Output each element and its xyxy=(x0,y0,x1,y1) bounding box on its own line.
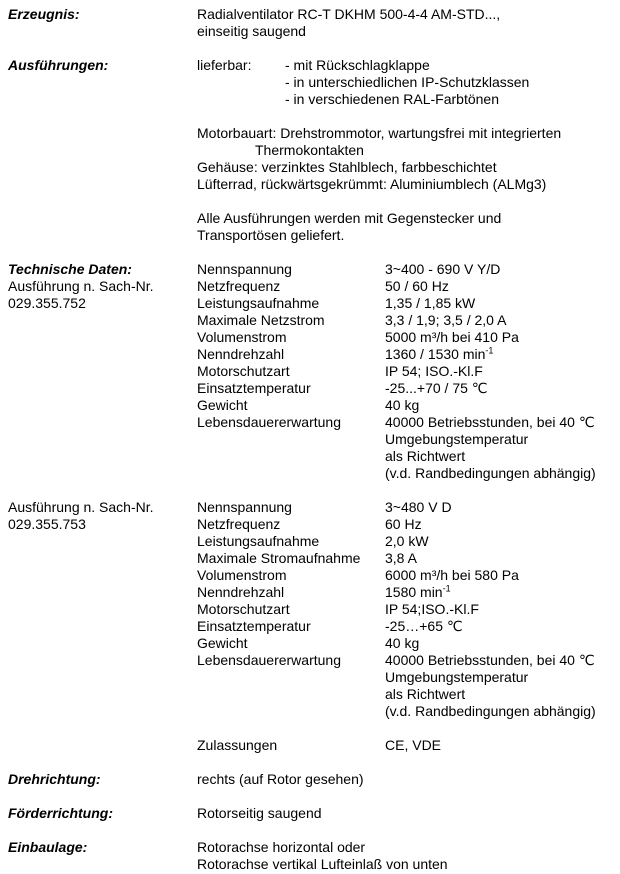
spec-row xyxy=(8,516,620,533)
spec-value: 60 Hz xyxy=(385,516,422,532)
spec-value: 1580 $\min^{-1}$ xyxy=(385,583,451,600)
spacer xyxy=(8,193,620,210)
spec-value: 3,8 A xyxy=(385,550,417,566)
spec-name: Volumenstrom xyxy=(197,329,287,345)
spec-name: Netzfrequenz xyxy=(197,278,281,294)
spec-name: Lebensdauererwartung xyxy=(197,652,341,668)
spacer xyxy=(8,754,620,771)
variant2-ref-number: 029.355.753 xyxy=(8,516,86,532)
spacer xyxy=(8,788,620,805)
spec-name: Nennspannung xyxy=(197,499,292,515)
spec-name: Motorschutzart xyxy=(197,363,290,379)
spec-value: -25…+65 ℃ xyxy=(385,618,463,634)
ausfuehrungen-label: Ausführungen: xyxy=(8,57,109,73)
spec-name: Nennspannung xyxy=(197,261,292,277)
spec-value: 6000 m³/h bei 580 Pa xyxy=(385,567,519,583)
spec-value-continuation: (v.d. Randbedingungen abhängig) xyxy=(385,465,596,481)
spec-row xyxy=(8,533,620,550)
spec-value: 5000 m³/h bei 410 Pa xyxy=(385,329,519,345)
spec-row xyxy=(8,363,620,380)
section-ausfuehrungen xyxy=(8,57,620,74)
spec-row xyxy=(8,601,620,618)
spacer xyxy=(8,40,620,57)
spec-name: Nenndrehzahl xyxy=(197,346,285,362)
zulassungen-row xyxy=(8,737,620,754)
einbaulage-line2: Rotorachse vertikal Lufteinlaß von unten xyxy=(197,856,448,872)
spec-name: Maximale Stromaufnahme xyxy=(197,550,361,566)
delivery-line1: Alle Ausführungen werden mit Gegenstecker und xyxy=(197,210,502,226)
spec-value: 3~480 V D xyxy=(385,499,452,515)
spec-value: 40 kg xyxy=(385,397,420,413)
drehrichtung-value: rechts (auf Rotor gesehen) xyxy=(197,771,364,787)
lieferbar-label: lieferbar: xyxy=(197,57,252,73)
delivery-line2: Transportösen geliefert. xyxy=(197,227,345,243)
spec-value: IP 54; ISO.-Kl.F xyxy=(385,363,483,379)
spec-row xyxy=(8,618,620,635)
spec-row xyxy=(8,414,620,431)
section-erzeugnis xyxy=(8,6,620,23)
luefterrad-line: Lüfterrad, rückwärtsgekrümmt: Aluminiumblech (ALMg3) xyxy=(197,176,547,192)
spec-row xyxy=(8,397,620,414)
motorbauart-line1: Motorbauart: Drehstrommotor, wartungsfrei mit integrierten xyxy=(197,125,562,141)
spec-value-continuation: (v.d. Randbedingungen abhängig) xyxy=(385,703,596,719)
spacer xyxy=(8,108,620,125)
variant2-ref-label: Ausführung n. Sach-Nr. xyxy=(8,499,154,515)
spec-row xyxy=(8,380,620,397)
spec-row xyxy=(8,346,620,363)
foerderrichtung-label: Förderrichtung: xyxy=(8,805,113,821)
gehaeuse-line: Gehäuse: verzinktes Stahlblech, farbbeschichtet xyxy=(197,159,497,175)
spec-row xyxy=(8,584,620,601)
lieferbar-item-1: - mit Rückschlagklappe xyxy=(285,57,430,73)
spec-name: Leistungsaufnahme xyxy=(197,295,320,311)
spacer xyxy=(8,822,620,839)
spec-value: 3~400 - 690 V Y/D xyxy=(385,261,501,277)
superscript-exponent: -1 xyxy=(442,583,451,594)
einbaulage-label: Einbaulage: xyxy=(8,839,88,855)
erzeugnis-label: Erzeugnis: xyxy=(8,6,80,22)
spec-row xyxy=(8,652,620,669)
technische-daten-heading: Technische Daten: xyxy=(8,261,132,277)
variant1-ref-number: 029.355.752 xyxy=(8,295,86,311)
spec-value-continuation: Umgebungstemperatur xyxy=(385,669,529,685)
spacer xyxy=(8,482,620,499)
spec-name: Volumenstrom xyxy=(197,567,287,583)
erzeugnis-line1: Radialventilator RC-T DKHM 500-4-4 AM-STD..., xyxy=(197,6,501,22)
spec-row xyxy=(8,278,620,295)
motorbauart-line2: Thermokontakten xyxy=(255,142,364,158)
spec-value: 40000 Betriebsstunden, bei 40 ℃ xyxy=(385,414,595,430)
spec-value: 50 / 60 Hz xyxy=(385,278,449,294)
spec-value-continuation: als Richtwert xyxy=(385,448,466,464)
einbaulage-line1: Rotorachse horizontal oder xyxy=(197,839,366,855)
spacer xyxy=(8,720,620,737)
spec-row xyxy=(8,312,620,329)
spec-row xyxy=(8,329,620,346)
spec-row xyxy=(8,261,620,278)
erzeugnis-line2: einseitig saugend xyxy=(197,23,306,39)
lieferbar-item-3: - in verschiedenen RAL-Farbtönen xyxy=(285,91,500,107)
spec-row xyxy=(8,635,620,652)
spec-name: Netzfrequenz xyxy=(197,516,281,532)
spec-value: 3,3 / 1,9; 3,5 / 2,0 A xyxy=(385,312,507,328)
spec-row xyxy=(8,499,620,516)
spec-value: 40000 Betriebsstunden, bei 40 ℃ xyxy=(385,652,595,668)
section-einbaulage xyxy=(8,839,620,856)
spec-value-continuation: als Richtwert xyxy=(385,686,466,702)
lieferbar-item-2: - in unterschiedlichen IP-Schutzklassen xyxy=(285,74,530,90)
spec-name: Gewicht xyxy=(197,397,248,413)
spec-name: Einsatztemperatur xyxy=(197,618,311,634)
variant1-ref-label: Ausführung n. Sach-Nr. xyxy=(8,278,154,294)
spec-value: -25...+70 / 75 ℃ xyxy=(385,380,488,396)
zulassungen-name: Zulassungen xyxy=(197,737,278,753)
spec-name: Motorschutzart xyxy=(197,601,290,617)
spec-name: Gewicht xyxy=(197,635,248,651)
foerderrichtung-value: Rotorseitig saugend xyxy=(197,805,322,821)
spec-name: Maximale Netzstrom xyxy=(197,312,325,328)
spec-value-continuation: Umgebungstemperatur xyxy=(385,431,529,447)
spec-value: 1,35 / 1,85 kW xyxy=(385,295,476,311)
section-foerderrichtung xyxy=(8,805,620,822)
spec-name: Einsatztemperatur xyxy=(197,380,311,396)
spec-name: Leistungsaufnahme xyxy=(197,533,320,549)
spec-value: 40 kg xyxy=(385,635,420,651)
spec-name: Nenndrehzahl xyxy=(197,584,285,600)
zulassungen-value: CE, VDE xyxy=(385,737,442,753)
spec-name: Lebensdauererwartung xyxy=(197,414,341,430)
spacer xyxy=(8,244,620,261)
drehrichtung-label: Drehrichtung: xyxy=(8,771,101,787)
spec-row xyxy=(8,567,620,584)
spec-row xyxy=(8,295,620,312)
spec-value: 1360 / 1530 $\min^{-1}$ xyxy=(385,345,494,362)
spec-value: IP 54;ISO.-Kl.F xyxy=(385,601,479,617)
spec-row xyxy=(8,550,620,567)
section-drehrichtung xyxy=(8,771,620,788)
spec-value: 2,0 kW xyxy=(385,533,429,549)
lieferbar-row xyxy=(197,57,620,74)
superscript-exponent: -1 xyxy=(485,345,494,356)
